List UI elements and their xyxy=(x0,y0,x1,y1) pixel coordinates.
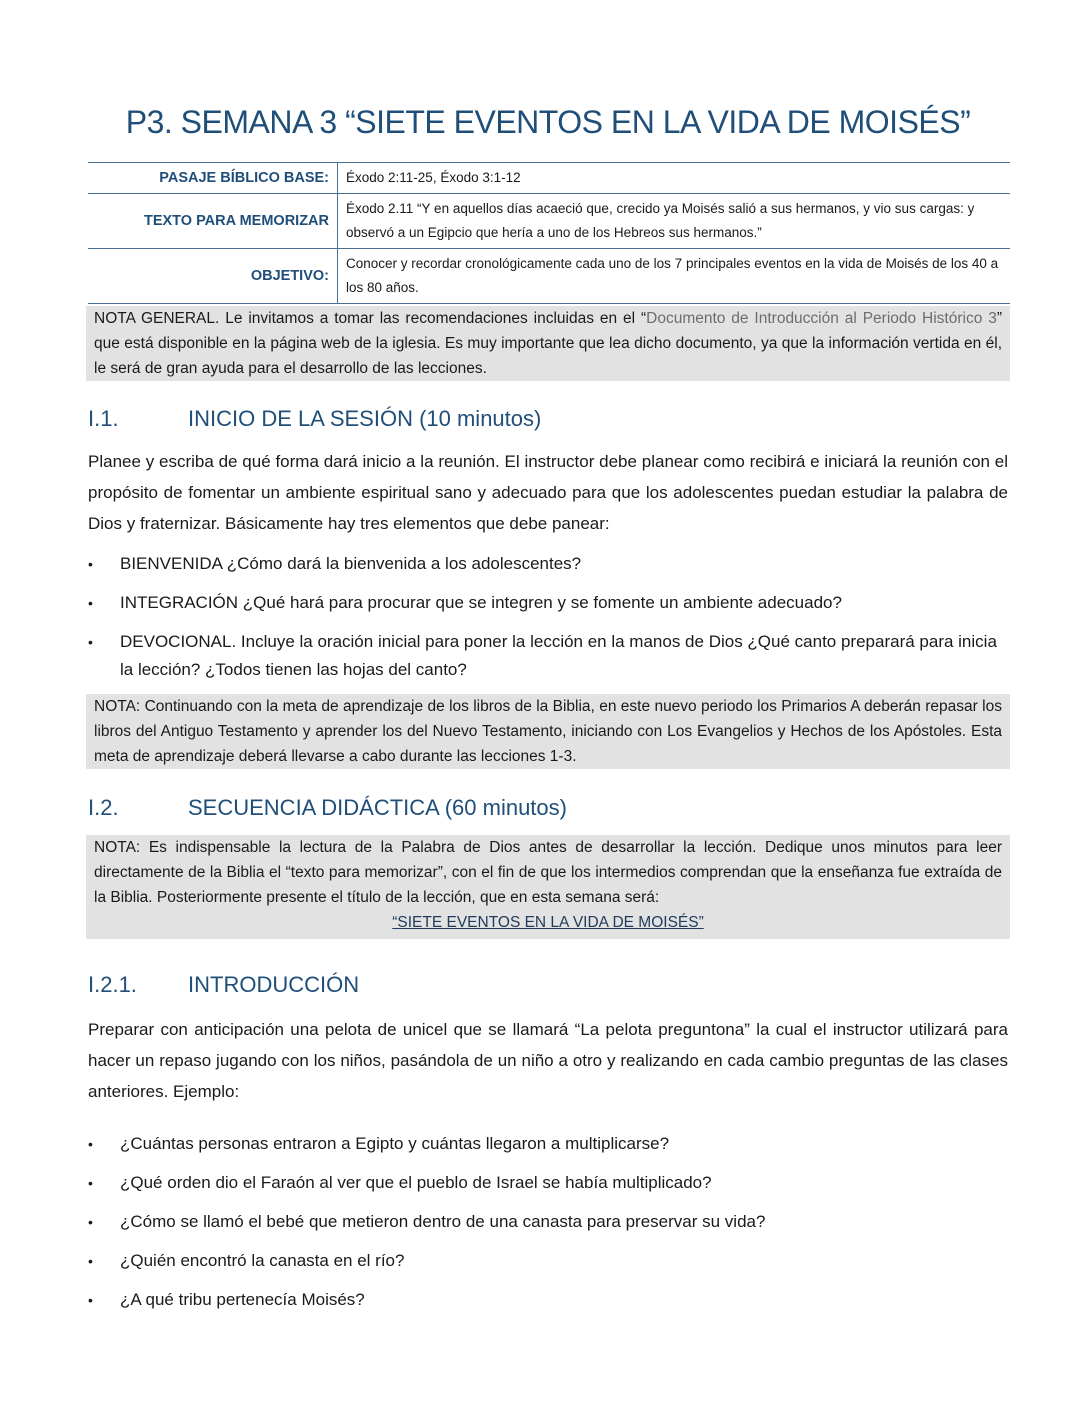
bullet-icon: • xyxy=(88,556,93,572)
general-note-text-1: NOTA GENERAL. Le invitamos a tomar las recomendaciones incluidas en el “ xyxy=(94,310,647,327)
list-item: • ¿Cómo se llamó el bebé que metieron dentro de una canasta para preservar su vida? xyxy=(88,1208,1008,1236)
section-number: I.1. xyxy=(88,406,119,431)
list-item: • DEVOCIONAL. Incluye la oración inicial para poner la lección en la manos de Dios ¿Qué canto preparará para inicia la lección? ¿Todos tienen las hojas del canto? xyxy=(88,628,1008,684)
objective-label: OBJETIVO: xyxy=(88,249,338,304)
lesson-title: “SIETE EVENTOS EN LA VIDA DE MOISÉS” xyxy=(392,914,704,931)
section-2-1-list xyxy=(88,1130,1008,1314)
section-1-note: NOTA: Continuando con la meta de aprendizaje de los libros de la Biblia, en este nuevo periodo los Primarios A deberán repasar los libros del Antiguo Testamento y aprender los del Nuevo Testamento, iniciando con Los Evangelios y Hechos de los Apóstoles. Esta meta de aprendizaje deberá llevarse a cabo durante las lecciones 1-3. xyxy=(86,694,1010,769)
memory-text-value: Éxodo 2.11 “Y en aquellos días acaeció que, crecido ya Moisés salió a sus hermanos, y vio sus cargas: y observó a un Egipcio que hería a uno de los Hebreos sus hermanos.” xyxy=(338,194,1011,249)
list-item: • INTEGRACIÓN ¿Qué hará para procurar que se integren y se fomente un ambiente adecuado? xyxy=(88,589,1008,617)
table-row xyxy=(88,249,1010,304)
objective-value: Conocer y recordar cronológicamente cada uno de los 7 principales eventos en la vida de Moisés de los 40 a los 80 años. xyxy=(338,249,1011,304)
bullet-icon: • xyxy=(88,634,93,650)
section-title: INTRODUCCIÓN xyxy=(188,972,360,997)
section-number: I.2.1. xyxy=(88,972,137,997)
bullet-icon: • xyxy=(88,1175,93,1191)
bullet-icon: • xyxy=(88,1136,93,1152)
list-item: • ¿Quién encontró la canasta en el río? xyxy=(88,1247,1008,1275)
list-item: • ¿A qué tribu pertenecía Moisés? xyxy=(88,1286,1008,1314)
section-heading-2 xyxy=(88,795,567,821)
list-item: • ¿Cuántas personas entraron a Egipto y cuántas llegaron a multiplicarse? xyxy=(88,1130,1008,1158)
section-2-1-paragraph: Preparar con anticipación una pelota de unicel que se llamará “La pelota preguntona” la cual el instructor utilizará para hacer un repaso jugando con los niños, pasándola de un niño a otro y realizando en cada cambio preguntas de las clases anteriores. Ejemplo: xyxy=(88,1020,1008,1101)
section-title: INICIO DE LA SESIÓN (10 minutos) xyxy=(188,406,542,431)
general-note-text-2: ” que está disponible en la página web de la iglesia. Es muy importante que lea dicho documento, ya que la información vertida en él, le será de gran ayuda para el desarrollo de las lecciones. xyxy=(94,310,1003,377)
bullet-icon: • xyxy=(88,1253,93,1269)
section-heading-2-1 xyxy=(88,972,359,998)
table-row xyxy=(88,163,1010,194)
section-heading-1 xyxy=(88,406,541,432)
section-1-paragraph: Planee y escriba de qué forma dará inicio a la reunión. El instructor debe planear como recibirá e iniciará la reunión con el propósito de fomentar un ambiente espiritual sano y adecuado para que los adolescentes puedan estudiar la palabra de Dios y fraternizar. Básicamente hay tres elementos que debe panear: xyxy=(88,452,1008,533)
passage-label: PASAJE BÍBLICO BASE: xyxy=(88,163,338,194)
list-item: • ¿Qué orden dio el Faraón al ver que el pueblo de Israel se había multiplicado? xyxy=(88,1169,1008,1197)
section-number: I.2. xyxy=(88,795,119,820)
intro-document-link[interactable]: Documento de Introducción al Periodo Histórico 3 xyxy=(646,310,997,327)
section-1-list xyxy=(88,550,1008,684)
bullet-icon: • xyxy=(88,1292,93,1308)
passage-value: Éxodo 2:11-25, Éxodo 3:1-12 xyxy=(338,163,1011,194)
lesson-info-table xyxy=(88,162,1010,304)
section-2-note-text: NOTA: Es indispensable la lectura de la Palabra de Dios antes de desarrollar la lección. Dedique unos minutos para leer directamente de la Biblia el “texto para memorizar”, con el fin de que los intermedios comprendan que la enseñanza fue extraída de la Biblia. Posteriormente presente el título de la lección, que en esta semana será: xyxy=(94,839,1002,906)
page-title: P3. SEMANA 3 “SIETE EVENTOS EN LA VIDA DE MOISÉS” xyxy=(125,104,971,140)
bullet-icon: • xyxy=(88,1214,93,1230)
bullet-icon: • xyxy=(88,595,93,611)
lesson-title-line xyxy=(94,910,1002,935)
memory-text-label: TEXTO PARA MEMORIZAR xyxy=(88,194,338,249)
list-item: • BIENVENIDA ¿Cómo dará la bienvenida a los adolescentes? xyxy=(88,550,1008,578)
section-2-note xyxy=(86,835,1010,939)
table-row xyxy=(88,194,1010,249)
section-title: SECUENCIA DIDÁCTICA (60 minutos) xyxy=(188,795,567,820)
general-note xyxy=(86,306,1010,381)
